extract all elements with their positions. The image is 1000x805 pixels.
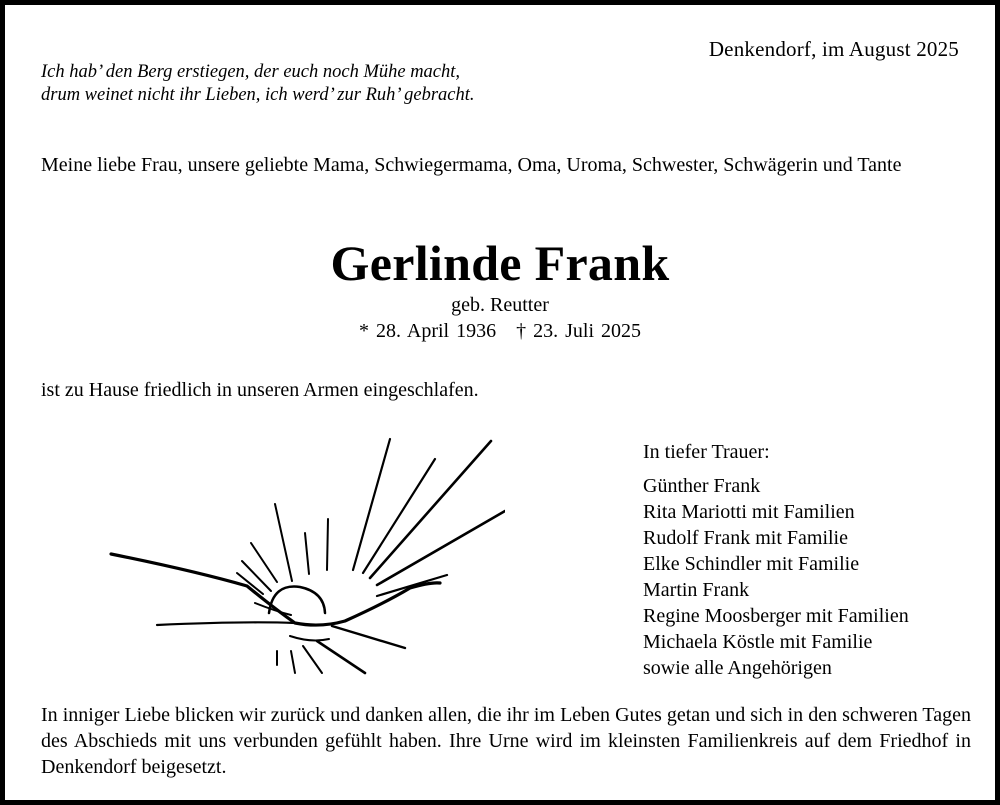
mourner-name: Elke Schindler mit Familie [643, 553, 860, 575]
sunset-bird-illustration [105, 433, 505, 683]
place-date: Denkendorf, im August 2025 [708, 37, 959, 61]
mourner-name: Rudolf Frank mit Familie [643, 527, 848, 549]
mourner-name: Rita Mariotti mit Familien [643, 501, 855, 523]
mourner-name: Regine Moosberger mit Familien [643, 605, 909, 627]
closing-text: In inniger Liebe blicken wir zurück und danken allen, die ihr im Leben Gutes getan und sich in den schweren Tagen des Abschieds mit uns verbunden gefühlt haben. Ihre Urne wird im kleinsten Familienkreis auf dem Friedhof in Denkendorf beigesetzt. [41, 704, 971, 778]
death-date: † 23. Juli 2025 [516, 320, 642, 342]
mourners-list [643, 439, 909, 681]
life-dates [5, 319, 995, 343]
mourner-name: Martin Frank [643, 579, 750, 601]
motto-line: Ich hab’ den Berg erstiegen, der euch noch Mühe macht, [41, 62, 461, 82]
mourner-name: sowie alle Angehörigen [643, 657, 832, 679]
deceased-name: Gerlinde Frank [330, 235, 670, 291]
motto-verse [41, 61, 475, 107]
passing-text: ist zu Hause friedlich in unseren Armen eingeschlafen. [41, 379, 479, 401]
maiden-name: geb. Reutter [451, 294, 549, 316]
mourners-heading: In tiefer Trauer: [643, 441, 770, 463]
mourner-name: Michaela Köstle mit Familie [643, 631, 873, 653]
mourner-name: Günther Frank [643, 475, 761, 497]
birth-date: * 28. April 1936 [358, 320, 497, 342]
intro-text: Meine liebe Frau, unsere geliebte Mama, Schwiegermama, Oma, Uroma, Schwester, Schwägerin und Tante [41, 154, 902, 176]
motto-line: drum weinet nicht ihr Lieben, ich werd’ zur Ruh’ gebracht. [41, 85, 475, 105]
